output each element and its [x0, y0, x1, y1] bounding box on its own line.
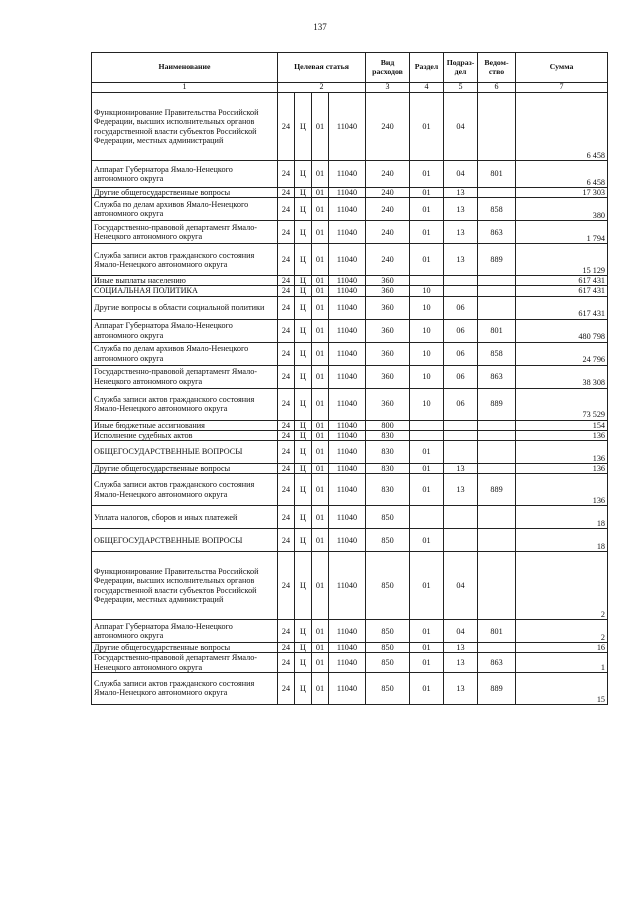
- target-code-1: 24: [278, 221, 295, 244]
- target-code-1: 24: [278, 672, 295, 704]
- target-code-1: 24: [278, 552, 295, 620]
- target-code-3: 01: [312, 643, 329, 653]
- subsection-cell: 04: [444, 620, 478, 643]
- department-cell: [478, 430, 516, 440]
- amount-cell: 1 794: [516, 221, 608, 244]
- department-cell: 889: [478, 672, 516, 704]
- amount-cell: 24 796: [516, 342, 608, 365]
- row-name: Иные выплаты населению: [92, 276, 278, 286]
- target-code-1: 24: [278, 620, 295, 643]
- target-code-2: Ц: [295, 552, 312, 620]
- target-code-1: 24: [278, 643, 295, 653]
- amount-cell: 17 303: [516, 188, 608, 198]
- row-name: Государственно-правовой департамент Ямало-Ненецкого автономного округа: [92, 365, 278, 388]
- section-cell: 01: [410, 643, 444, 653]
- department-cell: [478, 440, 516, 463]
- target-code-2: Ц: [295, 365, 312, 388]
- expense-type-cell: 850: [366, 620, 410, 643]
- index-cell: 1: [92, 83, 278, 93]
- amount-cell: 2: [516, 620, 608, 643]
- amount-cell: 73 529: [516, 388, 608, 420]
- department-cell: 801: [478, 161, 516, 188]
- subsection-cell: 13: [444, 653, 478, 672]
- subsection-cell: 13: [444, 221, 478, 244]
- header-name: Наименование: [92, 53, 278, 83]
- amount-cell: 6 458: [516, 161, 608, 188]
- expense-type-cell: 850: [366, 653, 410, 672]
- target-code-2: Ц: [295, 188, 312, 198]
- department-cell: 863: [478, 365, 516, 388]
- target-code-1: 24: [278, 463, 295, 473]
- target-code-3: 01: [312, 529, 329, 552]
- row-name: Служба записи актов гражданского состояния Ямало-Ненецкого автономного округа: [92, 672, 278, 704]
- subsection-cell: 06: [444, 319, 478, 342]
- expense-type-cell: 360: [366, 319, 410, 342]
- target-code-2: Ц: [295, 672, 312, 704]
- target-code-1: 24: [278, 161, 295, 188]
- subsection-cell: [444, 286, 478, 296]
- target-code-4: 11040: [329, 198, 366, 221]
- target-code-3: 01: [312, 188, 329, 198]
- target-code-3: 01: [312, 365, 329, 388]
- amount-cell: 15: [516, 672, 608, 704]
- table-row: [92, 296, 608, 319]
- expense-type-cell: 240: [366, 198, 410, 221]
- target-code-1: 24: [278, 430, 295, 440]
- target-code-1: 24: [278, 276, 295, 286]
- row-name: Служба записи актов гражданского состояния Ямало-Ненецкого автономного округа: [92, 474, 278, 506]
- department-cell: [478, 643, 516, 653]
- header-target: Целевая статья: [278, 53, 366, 83]
- target-code-2: Ц: [295, 643, 312, 653]
- expense-type-cell: 360: [366, 342, 410, 365]
- table-row: [92, 388, 608, 420]
- row-name: Служба записи актов гражданского состояния Ямало-Ненецкого автономного округа: [92, 244, 278, 276]
- amount-cell: 136: [516, 474, 608, 506]
- row-name: Служба записи актов гражданского состояния Ямало-Ненецкого автономного округа: [92, 388, 278, 420]
- subsection-cell: 06: [444, 296, 478, 319]
- target-code-1: 24: [278, 388, 295, 420]
- expense-type-cell: 240: [366, 188, 410, 198]
- target-code-4: 11040: [329, 161, 366, 188]
- target-code-3: 01: [312, 319, 329, 342]
- target-code-1: 24: [278, 296, 295, 319]
- subsection-cell: 06: [444, 342, 478, 365]
- expense-type-cell: 800: [366, 420, 410, 430]
- department-cell: [478, 296, 516, 319]
- department-cell: 889: [478, 388, 516, 420]
- row-name: Государственно-правовой департамент Ямало-Ненецкого автономного округа: [92, 221, 278, 244]
- index-cell: 7: [516, 83, 608, 93]
- expense-type-cell: 240: [366, 221, 410, 244]
- department-cell: [478, 552, 516, 620]
- table-row: [92, 474, 608, 506]
- section-cell: [410, 506, 444, 529]
- subsection-cell: 13: [444, 198, 478, 221]
- target-code-2: Ц: [295, 420, 312, 430]
- subsection-cell: [444, 276, 478, 286]
- expense-type-cell: 830: [366, 430, 410, 440]
- department-cell: 801: [478, 319, 516, 342]
- expense-type-cell: 850: [366, 529, 410, 552]
- target-code-3: 01: [312, 296, 329, 319]
- target-code-4: 11040: [329, 506, 366, 529]
- target-code-3: 01: [312, 440, 329, 463]
- table-row: [92, 440, 608, 463]
- target-code-2: Ц: [295, 653, 312, 672]
- expense-type-cell: 360: [366, 276, 410, 286]
- row-name: Другие общегосударственные вопросы: [92, 643, 278, 653]
- department-cell: [478, 286, 516, 296]
- target-code-4: 11040: [329, 529, 366, 552]
- subsection-cell: 04: [444, 93, 478, 161]
- target-code-1: 24: [278, 653, 295, 672]
- target-code-4: 11040: [329, 342, 366, 365]
- subsection-cell: 06: [444, 365, 478, 388]
- section-cell: 10: [410, 319, 444, 342]
- target-code-3: 01: [312, 388, 329, 420]
- target-code-1: 24: [278, 286, 295, 296]
- subsection-cell: 13: [444, 672, 478, 704]
- target-code-2: Ц: [295, 506, 312, 529]
- target-code-4: 11040: [329, 276, 366, 286]
- amount-cell: 617 431: [516, 276, 608, 286]
- expense-type-cell: 240: [366, 93, 410, 161]
- section-cell: 01: [410, 161, 444, 188]
- index-cell: 6: [478, 83, 516, 93]
- table-row: [92, 653, 608, 672]
- subsection-cell: 13: [444, 474, 478, 506]
- amount-cell: 16: [516, 643, 608, 653]
- department-cell: [478, 420, 516, 430]
- target-code-4: 11040: [329, 244, 366, 276]
- table-row: [92, 198, 608, 221]
- department-cell: [478, 93, 516, 161]
- expense-type-cell: 830: [366, 440, 410, 463]
- target-code-2: Ц: [295, 529, 312, 552]
- department-cell: [478, 188, 516, 198]
- target-code-2: Ц: [295, 296, 312, 319]
- target-code-2: Ц: [295, 388, 312, 420]
- table-row: [92, 430, 608, 440]
- section-cell: 10: [410, 286, 444, 296]
- department-cell: 889: [478, 474, 516, 506]
- amount-cell: 136: [516, 440, 608, 463]
- target-code-3: 01: [312, 342, 329, 365]
- expense-type-cell: 850: [366, 552, 410, 620]
- target-code-2: Ц: [295, 319, 312, 342]
- department-cell: [478, 529, 516, 552]
- index-cell: 5: [444, 83, 478, 93]
- subsection-cell: [444, 440, 478, 463]
- amount-cell: 480 798: [516, 319, 608, 342]
- expense-type-cell: 360: [366, 388, 410, 420]
- row-name: Другие общегосударственные вопросы: [92, 463, 278, 473]
- expense-type-cell: 240: [366, 161, 410, 188]
- row-name: СОЦИАЛЬНАЯ ПОЛИТИКА: [92, 286, 278, 296]
- target-code-4: 11040: [329, 643, 366, 653]
- subsection-cell: 13: [444, 188, 478, 198]
- subsection-cell: 04: [444, 552, 478, 620]
- subsection-cell: 13: [444, 244, 478, 276]
- section-cell: [410, 276, 444, 286]
- section-cell: 01: [410, 440, 444, 463]
- subsection-cell: [444, 420, 478, 430]
- department-cell: [478, 506, 516, 529]
- section-cell: 01: [410, 529, 444, 552]
- target-code-4: 11040: [329, 93, 366, 161]
- header-department: Ведом-ство: [478, 53, 516, 83]
- section-cell: 01: [410, 474, 444, 506]
- section-cell: 01: [410, 653, 444, 672]
- target-code-4: 11040: [329, 388, 366, 420]
- department-cell: 863: [478, 221, 516, 244]
- target-code-1: 24: [278, 244, 295, 276]
- target-code-2: Ц: [295, 161, 312, 188]
- budget-table: [91, 52, 608, 705]
- target-code-4: 11040: [329, 463, 366, 473]
- target-code-4: 11040: [329, 474, 366, 506]
- table-row: [92, 286, 608, 296]
- department-cell: 858: [478, 198, 516, 221]
- table-row: [92, 506, 608, 529]
- target-code-2: Ц: [295, 342, 312, 365]
- table-row: [92, 552, 608, 620]
- expense-type-cell: 830: [366, 474, 410, 506]
- target-code-4: 11040: [329, 672, 366, 704]
- target-code-1: 24: [278, 342, 295, 365]
- target-code-2: Ц: [295, 198, 312, 221]
- index-row: [92, 83, 608, 93]
- section-cell: 10: [410, 342, 444, 365]
- target-code-2: Ц: [295, 620, 312, 643]
- target-code-2: Ц: [295, 286, 312, 296]
- amount-cell: 18: [516, 506, 608, 529]
- target-code-4: 11040: [329, 440, 366, 463]
- target-code-2: Ц: [295, 430, 312, 440]
- row-name: Исполнение судебных актов: [92, 430, 278, 440]
- target-code-3: 01: [312, 506, 329, 529]
- amount-cell: 15 129: [516, 244, 608, 276]
- table-body: [92, 93, 608, 705]
- amount-cell: 617 431: [516, 296, 608, 319]
- target-code-2: Ц: [295, 276, 312, 286]
- index-cell: 3: [366, 83, 410, 93]
- department-cell: 858: [478, 342, 516, 365]
- target-code-2: Ц: [295, 244, 312, 276]
- table-row: [92, 342, 608, 365]
- expense-type-cell: 850: [366, 643, 410, 653]
- target-code-3: 01: [312, 463, 329, 473]
- row-name: Аппарат Губернатора Ямало-Ненецкого автономного округа: [92, 161, 278, 188]
- target-code-1: 24: [278, 420, 295, 430]
- table-row: [92, 620, 608, 643]
- expense-type-cell: 240: [366, 244, 410, 276]
- target-code-2: Ц: [295, 93, 312, 161]
- target-code-3: 01: [312, 474, 329, 506]
- target-code-3: 01: [312, 552, 329, 620]
- subsection-cell: 13: [444, 463, 478, 473]
- amount-cell: 1: [516, 653, 608, 672]
- row-name: Другие общегосударственные вопросы: [92, 188, 278, 198]
- table-row: [92, 529, 608, 552]
- row-name: Аппарат Губернатора Ямало-Ненецкого автономного округа: [92, 620, 278, 643]
- target-code-3: 01: [312, 653, 329, 672]
- amount-cell: 6 458: [516, 93, 608, 161]
- table-row: [92, 244, 608, 276]
- target-code-4: 11040: [329, 286, 366, 296]
- row-name: ОБЩЕГОСУДАРСТВЕННЫЕ ВОПРОСЫ: [92, 529, 278, 552]
- target-code-3: 01: [312, 286, 329, 296]
- section-cell: 01: [410, 672, 444, 704]
- target-code-4: 11040: [329, 653, 366, 672]
- target-code-1: 24: [278, 440, 295, 463]
- table-row: [92, 463, 608, 473]
- table-row: [92, 365, 608, 388]
- target-code-4: 11040: [329, 365, 366, 388]
- target-code-1: 24: [278, 319, 295, 342]
- header-subsection: Подраз-дел: [444, 53, 478, 83]
- section-cell: 10: [410, 296, 444, 319]
- section-cell: [410, 430, 444, 440]
- row-name: Аппарат Губернатора Ямало-Ненецкого автономного округа: [92, 319, 278, 342]
- target-code-4: 11040: [329, 552, 366, 620]
- subsection-cell: 04: [444, 161, 478, 188]
- target-code-4: 11040: [329, 319, 366, 342]
- row-name: Другие вопросы в области социальной политики: [92, 296, 278, 319]
- amount-cell: 136: [516, 430, 608, 440]
- index-cell: 4: [410, 83, 444, 93]
- table-row: [92, 188, 608, 198]
- table-row: [92, 93, 608, 161]
- section-cell: [410, 420, 444, 430]
- table-row: [92, 276, 608, 286]
- table-row: [92, 221, 608, 244]
- header-amount: Сумма: [516, 53, 608, 83]
- subsection-cell: 06: [444, 388, 478, 420]
- target-code-4: 11040: [329, 296, 366, 319]
- target-code-3: 01: [312, 198, 329, 221]
- table-row: [92, 643, 608, 653]
- target-code-1: 24: [278, 529, 295, 552]
- target-code-4: 11040: [329, 620, 366, 643]
- row-name: Уплата налогов, сборов и иных платежей: [92, 506, 278, 529]
- header-expense-type: Вид расходов: [366, 53, 410, 83]
- amount-cell: 38 308: [516, 365, 608, 388]
- row-name: ОБЩЕГОСУДАРСТВЕННЫЕ ВОПРОСЫ: [92, 440, 278, 463]
- target-code-1: 24: [278, 506, 295, 529]
- target-code-3: 01: [312, 620, 329, 643]
- target-code-1: 24: [278, 365, 295, 388]
- amount-cell: 136: [516, 463, 608, 473]
- target-code-2: Ц: [295, 221, 312, 244]
- target-code-3: 01: [312, 93, 329, 161]
- expense-type-cell: 360: [366, 365, 410, 388]
- department-cell: 889: [478, 244, 516, 276]
- row-name: Служба по делам архивов Ямало-Ненецкого автономного округа: [92, 198, 278, 221]
- expense-type-cell: 360: [366, 286, 410, 296]
- row-name: Служба по делам архивов Ямало-Ненецкого автономного округа: [92, 342, 278, 365]
- subsection-cell: [444, 506, 478, 529]
- section-cell: 01: [410, 93, 444, 161]
- expense-type-cell: 830: [366, 463, 410, 473]
- target-code-2: Ц: [295, 474, 312, 506]
- target-code-3: 01: [312, 221, 329, 244]
- subsection-cell: 13: [444, 643, 478, 653]
- row-name: Функционирование Правительства Российской Федерации, высших исполнительных органов государственной власти субъектов Российской Федерации, местных администраций: [92, 552, 278, 620]
- department-cell: [478, 276, 516, 286]
- department-cell: [478, 463, 516, 473]
- expense-type-cell: 850: [366, 506, 410, 529]
- table-row: [92, 319, 608, 342]
- target-code-4: 11040: [329, 420, 366, 430]
- section-cell: 01: [410, 552, 444, 620]
- expense-type-cell: 360: [366, 296, 410, 319]
- target-code-1: 24: [278, 474, 295, 506]
- department-cell: 801: [478, 620, 516, 643]
- target-code-3: 01: [312, 276, 329, 286]
- section-cell: 01: [410, 221, 444, 244]
- section-cell: 01: [410, 463, 444, 473]
- target-code-2: Ц: [295, 440, 312, 463]
- header-row: [92, 53, 608, 83]
- target-code-2: Ц: [295, 463, 312, 473]
- amount-cell: 154: [516, 420, 608, 430]
- subsection-cell: [444, 529, 478, 552]
- target-code-1: 24: [278, 93, 295, 161]
- row-name: Иные бюджетные ассигнования: [92, 420, 278, 430]
- row-name: Функционирование Правительства Российской Федерации, высших исполнительных органов государственной власти субъектов Российской Федерации, местных администраций: [92, 93, 278, 161]
- expense-type-cell: 850: [366, 672, 410, 704]
- target-code-1: 24: [278, 188, 295, 198]
- section-cell: 01: [410, 188, 444, 198]
- subsection-cell: [444, 430, 478, 440]
- table-row: [92, 420, 608, 430]
- page-number: 137: [313, 22, 327, 32]
- index-cell: 2: [278, 83, 366, 93]
- row-name: Государственно-правовой департамент Ямало-Ненецкого автономного округа: [92, 653, 278, 672]
- target-code-4: 11040: [329, 430, 366, 440]
- target-code-4: 11040: [329, 221, 366, 244]
- section-cell: 01: [410, 198, 444, 221]
- table-row: [92, 161, 608, 188]
- amount-cell: 617 431: [516, 286, 608, 296]
- section-cell: 01: [410, 620, 444, 643]
- target-code-3: 01: [312, 244, 329, 276]
- table-row: [92, 672, 608, 704]
- target-code-3: 01: [312, 430, 329, 440]
- target-code-3: 01: [312, 420, 329, 430]
- section-cell: 10: [410, 365, 444, 388]
- amount-cell: 2: [516, 552, 608, 620]
- target-code-3: 01: [312, 161, 329, 188]
- department-cell: 863: [478, 653, 516, 672]
- target-code-3: 01: [312, 672, 329, 704]
- header-section: Раздел: [410, 53, 444, 83]
- amount-cell: 18: [516, 529, 608, 552]
- section-cell: 01: [410, 244, 444, 276]
- section-cell: 10: [410, 388, 444, 420]
- target-code-4: 11040: [329, 188, 366, 198]
- target-code-1: 24: [278, 198, 295, 221]
- amount-cell: 380: [516, 198, 608, 221]
